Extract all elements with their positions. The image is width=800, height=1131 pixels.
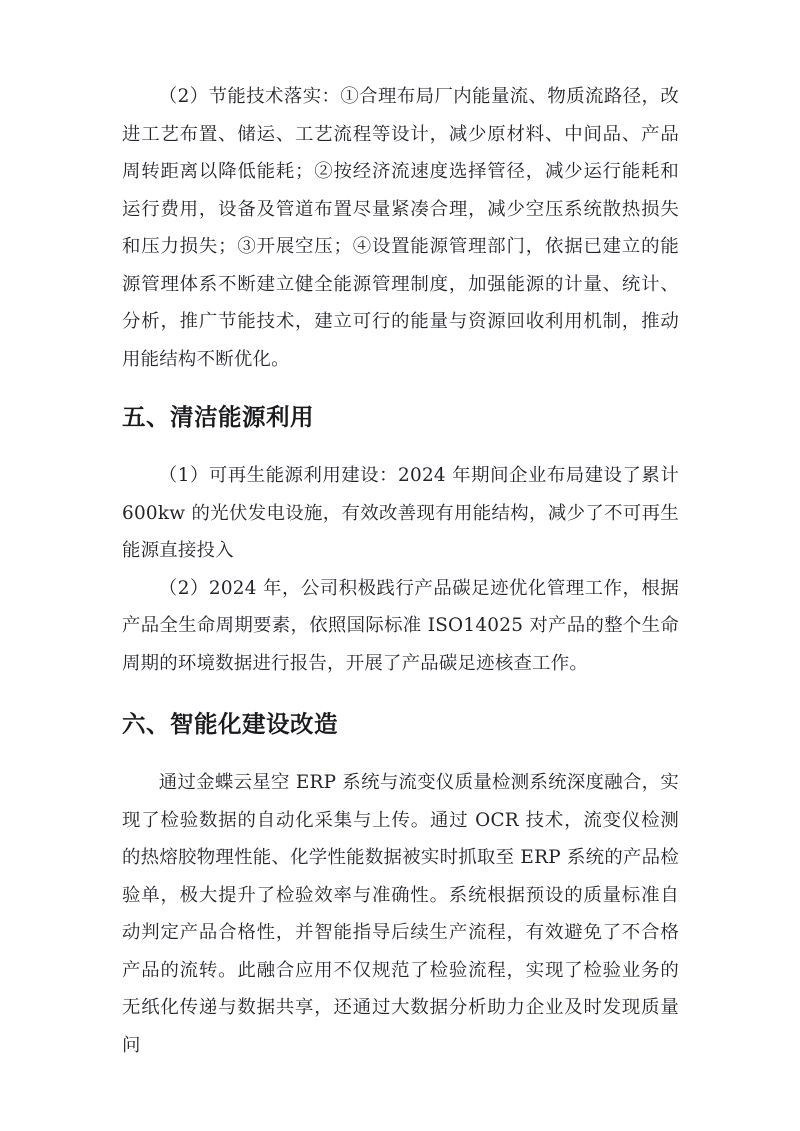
paragraph-renewable-energy-construction: （1）可再生能源利用建设：2024 年期间企业布局建设了累计 600kw 的光伏发电设施，有效改善现有用能结构，减少了不可再生能源直接投入 — [122, 465, 679, 561]
heading-intelligent-construction-renovation: 六、智能化建设改造 — [122, 710, 338, 738]
paragraph-carbon-footprint-management: （2）2024 年，公司积极践行产品碳足迹优化管理工作，根据产品全生命周期要素，依照国际标准 ISO14025 对产品的整个生命周期的环境数据进行报告，开展了产品碳足迹核查工作。 — [122, 577, 679, 674]
paragraph-energy-saving-technology: （2）节能技术落实：①合理布局厂内能量流、物质流路径，改进工艺布置、储运、工艺流程等设计，减少原材料、中间品、产品周转距离以降低能耗；②按经济流速度选择管径，减少运行能耗和运行费用，设备及管道布置尽量紧凑合理，减少空压系统散热损失和压力损失；③开展空压；④设置能源管理部门，依据已建立的能源管理体系不断建立健全能源管理制度，加强能源的计量、统计、分析，推广节能技术，建立可行的能量与资源回收利用机制，推动用能结构不断优化。 — [122, 86, 679, 370]
spacer-before-heading-five — [122, 378, 679, 401]
spacer-after-heading-five — [122, 433, 679, 457]
document-content-column — [122, 78, 679, 1064]
spacer-after-heading-six — [122, 740, 679, 764]
spacer-before-heading-six — [122, 682, 679, 708]
paragraph-erp-ocr-integration: 通过金蝶云星空 ERP 系统与流变仪质量检测系统深度融合，实现了检验数据的自动化采集与上传。通过 OCR 技术，流变仪检测的热熔胶物理性能、化学性能数据被实时抓取至 ERP 系统的产品检验单，极大提升了检验效率与准确性。系统根据预设的质量标准自动判定产品合格性，并智能指导后续生产流程，有效避免了不合格产品的流转。此融合应用不仅规范了检验流程，实现了检验业务的无纸化传递与数据共享，还通过大数据分析助力企业及时发现质量问 — [122, 772, 679, 1056]
heading-clean-energy-utilization: 五、清洁能源利用 — [122, 403, 314, 431]
